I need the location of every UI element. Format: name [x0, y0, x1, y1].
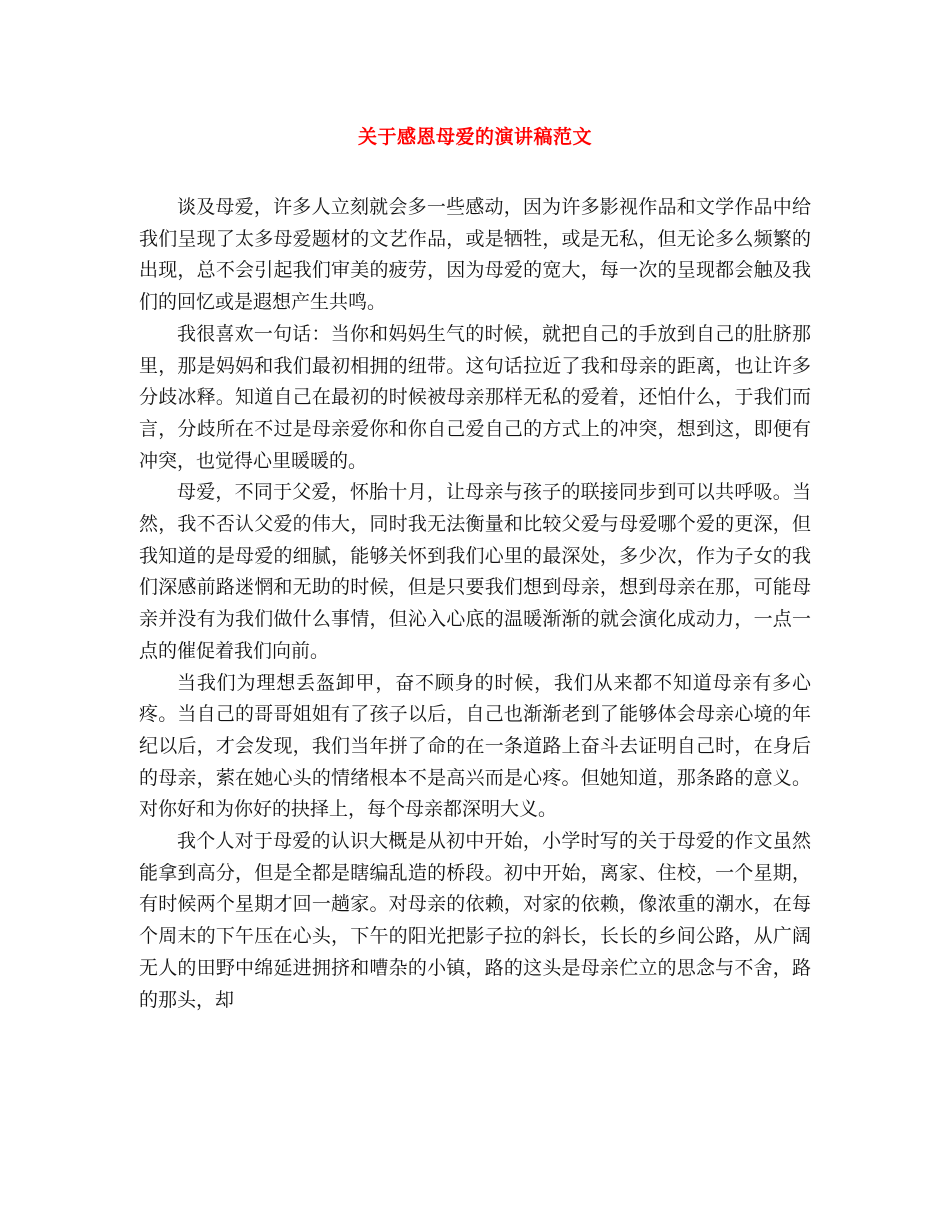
paragraph-1: 谈及母爱，许多人立刻就会多一些感动，因为许多影视作品和文学作品中给我们呈现了太多母爱题材的文艺作品，或是牺牲，或是无私，但无论多么频繁的出现，总不会引起我们审美的疲劳，因为母爱的宽大，每一次的呈现都会触及我们的回忆或是遐想产生共鸣。: [139, 196, 811, 314]
paragraph-5: 我个人对于母爱的认识大概是从初中开始，小学时写的关于母爱的作文虽然能拿到高分，但是全都是瞎编乱造的桥段。初中开始，离家、住校，一个星期，有时候两个星期才回一趟家。对母亲的依赖，对家的依赖，像浓重的潮水，在每个周末的下午压在心头，下午的阳光把影子拉的斜长，长长的乡间公路，从广阔无人的田野中绵延进拥挤和嘈杂的小镇，路的这头是母亲伫立的思念与不舍，路的那头，却: [139, 830, 811, 1011]
document-title: 关于感恩母爱的演讲稿范文: [357, 126, 592, 148]
paragraph-3: 母爱，不同于父爱，怀胎十月，让母亲与孩子的联接同步到可以共呼吸。当然，我不否认父爱的伟大，同时我无法衡量和比较父爱与母爱哪个爱的更深，但我知道的是母爱的细腻，能够关怀到我们心里的最深处，多少次，作为子女的我们深感前路迷惘和无助的时候，但是只要我们想到母亲，想到母亲在那，可能母亲并没有为我们做什么事情，但沁入心底的温暖渐渐的就会演化成动力，一点一点的催促着我们向前。: [139, 481, 811, 662]
document-body: [139, 192, 811, 1016]
paragraph-4: 当我们为理想丢盔卸甲，奋不顾身的时候，我们从来都不知道母亲有多心疼。当自己的哥哥姐姐有了孩子以后，自己也渐渐老到了能够体会母亲心境的年纪以后，才会发现，我们当年拼了命的在一条道路上奋斗去证明自己时，在身后的母亲，萦在她心头的情绪根本不是高兴而是心疼。但她知道，那条路的意义。对你好和为你好的抉择上，每个母亲都深明大义。: [139, 671, 811, 821]
paragraph-2: 我很喜欢一句话：当你和妈妈生气的时候，就把自己的手放到自己的肚脐那里，那是妈妈和我们最初相拥的纽带。这句话拉近了我和母亲的距离，也让许多分歧冰释。知道自己在最初的时候被母亲那样无私的爱着，还怕什么，于我们而言，分歧所在不过是母亲爱你和你自己爱自己的方式上的冲突，想到这，即便有冲突，也觉得心里暖暖的。: [139, 322, 811, 472]
